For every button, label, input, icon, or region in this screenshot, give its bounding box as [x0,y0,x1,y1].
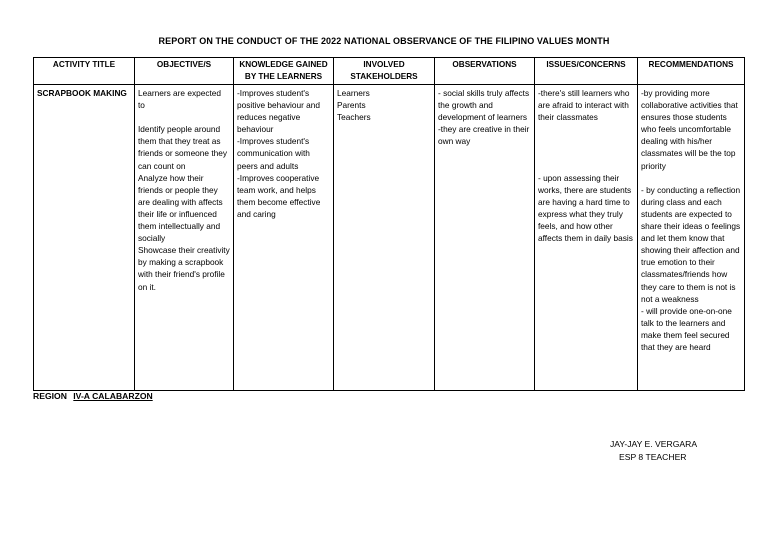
header-stakeholders: INVOLVED STAKEHOLDERS [334,58,435,85]
objectives-list: Identify people around them that they treat as friends or someone they can count on Analyze how their friends or people they are dealing with affects their life or influenced them intellectually and socially Showcase their creativity by making a scrapbook with their friend's profile on it. [138,124,230,292]
report-title: REPORT ON THE CONDUCT OF THE 2022 NATIONAL OBSERVANCE OF THE FILIPINO VALUES MONTH [158,36,610,46]
report-table [33,57,745,391]
cell-activity-title [34,85,135,391]
table-header-row [34,58,745,85]
knowledge-gained-text: -Improves student's positive behaviour and reduces negative behaviour -Improves student's communication with peers and adults -Improves cooperative team work, and helps them become effective and caring [237,88,321,219]
recommendations-part2: - by conducting a reflection during class and each students are expected to share their ideas o feelings and let them know that showing their affection and true emotion to their classmates/friends how they care to them is not is not a weakness - will provide one-on-one talk to the learners and make them feel secured that they are heard [641,184,741,352]
cell-issues-concerns [535,85,638,391]
cell-objectives [135,85,234,391]
header-issues-concerns: ISSUES/CONCERNS [535,58,638,85]
cell-recommendations [638,85,745,391]
signatory-position: ESP 8 TEACHER [619,452,687,462]
header-recommendations: RECOMMENDATIONS [638,58,745,85]
header-knowledge-gained: KNOWLEDGE GAINED BY THE LEARNERS [234,58,334,85]
objectives-intro: Learners are expected to [138,88,224,111]
issues-part1: -there's still learners who are afraid to interact with their classmates [538,88,632,123]
observations-text: - social skills truly affects the growth and development of learners -they are creative in their own way [438,88,530,147]
cell-stakeholders [334,85,435,391]
cell-observations [435,85,535,391]
table-row [34,85,745,391]
region-label: REGION [33,391,67,401]
cell-knowledge-gained [234,85,334,391]
recommendations-part1: -by providing more collaborative activities that ensures those students who feels uncomfortable dealing with his/her classmates will be the top priority [641,88,741,171]
region-line [33,391,153,401]
signatory-block [610,438,697,464]
region-value: IV-A CALABARZON [73,391,153,401]
header-objectives: OBJECTIVE/S [135,58,234,85]
stakeholders-text: Learners Parents Teachers [337,88,371,123]
activity-title-text: SCRAPBOOK MAKING [37,88,127,98]
header-activity-title: ACTIVITY TITLE [34,58,135,85]
header-observations: OBSERVATIONS [435,58,535,85]
signatory-name: JAY-JAY E. VERGARA [610,439,698,449]
issues-part2: - upon assessing their works, there are students are having a hard time to express what they truly feels, and how other affects them in daily basis [538,172,634,244]
